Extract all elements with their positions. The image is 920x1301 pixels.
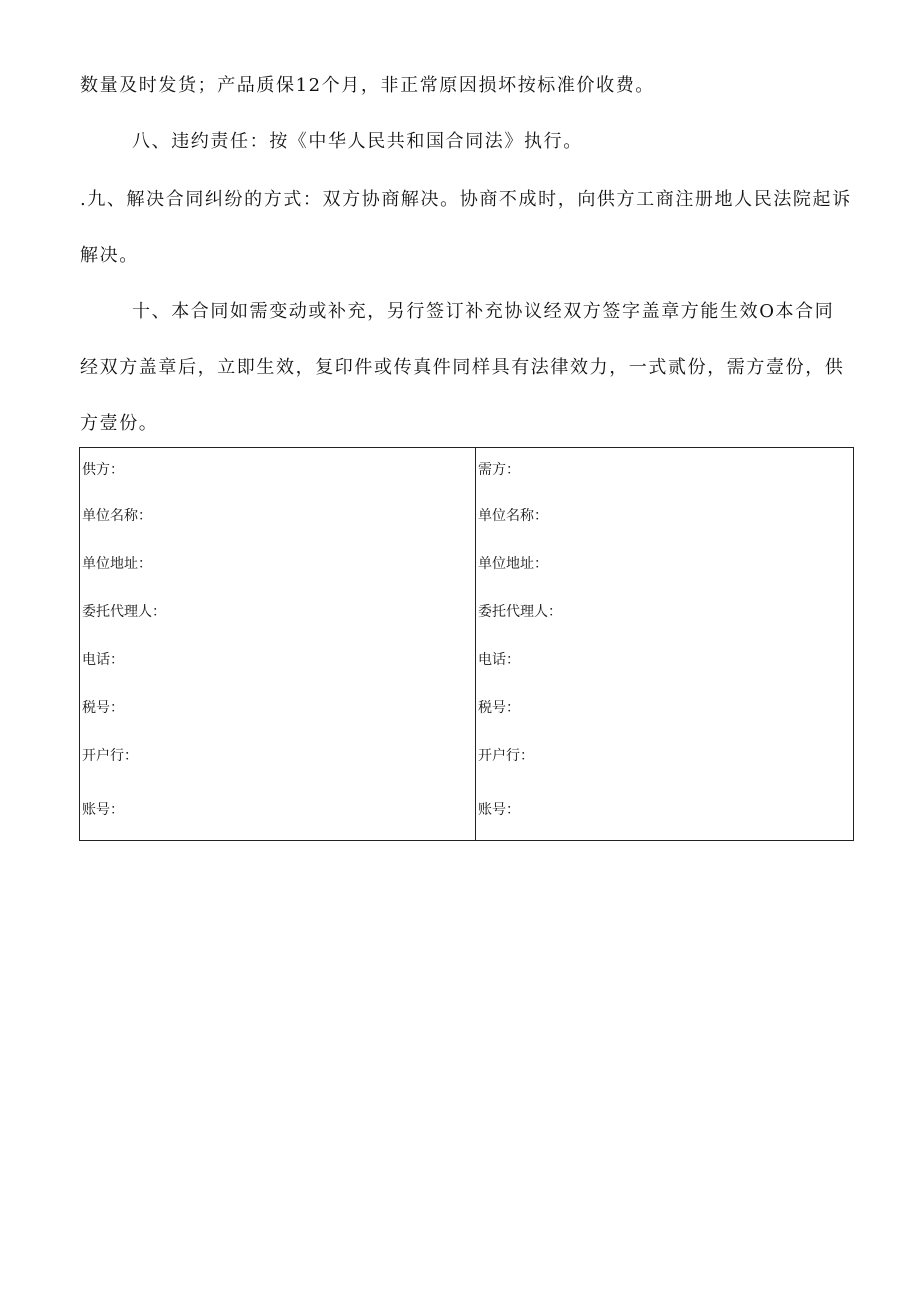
supplier-info-cell [80, 448, 476, 841]
buyer-info-cell [476, 448, 854, 841]
supplier-party-label: 供方： [82, 462, 124, 478]
buyer-party-label: 需方： [478, 462, 520, 478]
supplier-agent-label: 委托代理人： [82, 604, 166, 620]
buyer-phone-label: 电话： [478, 652, 520, 668]
buyer-agent-label: 委托代理人： [478, 604, 562, 620]
buyer-tax-id-label: 税号： [478, 700, 520, 716]
supplier-address-label: 单位地址： [82, 556, 152, 572]
supplier-phone-label: 电话： [82, 652, 124, 668]
clause-8-breach-liability: 八、违约责任：按《中华人民共和国合同法》执行。 [132, 131, 583, 152]
buyer-address-label: 单位地址： [478, 556, 548, 572]
supplier-bank-label: 开户行： [82, 748, 138, 764]
clause-warranty-text: 数量及时发货；产品质保12个月，非正常原因损坏按标准价收费。 [80, 75, 655, 96]
supplier-tax-id-label: 税号： [82, 700, 124, 716]
buyer-account-label: 账号： [478, 802, 520, 818]
party-info-table [79, 447, 854, 841]
clause-9-dispute-resolution: .九、解决合同纠纷的方式：双方协商解决。协商不成时，向供方工商注册地人民法院起诉解决。 [80, 189, 852, 266]
clause-10-amendment-validity: 十、本合同如需变动或补充，另行签订补充协议经双方签字盖章方能生效O本合同经双方盖章后，立即生效，复印件或传真件同样具有法律效力，一式贰份，需方壹份，供方壹份。 [80, 301, 845, 434]
buyer-bank-label: 开户行： [478, 748, 534, 764]
supplier-company-name-label: 单位名称： [82, 508, 152, 524]
buyer-company-name-label: 单位名称： [478, 508, 548, 524]
supplier-account-label: 账号： [82, 802, 124, 818]
